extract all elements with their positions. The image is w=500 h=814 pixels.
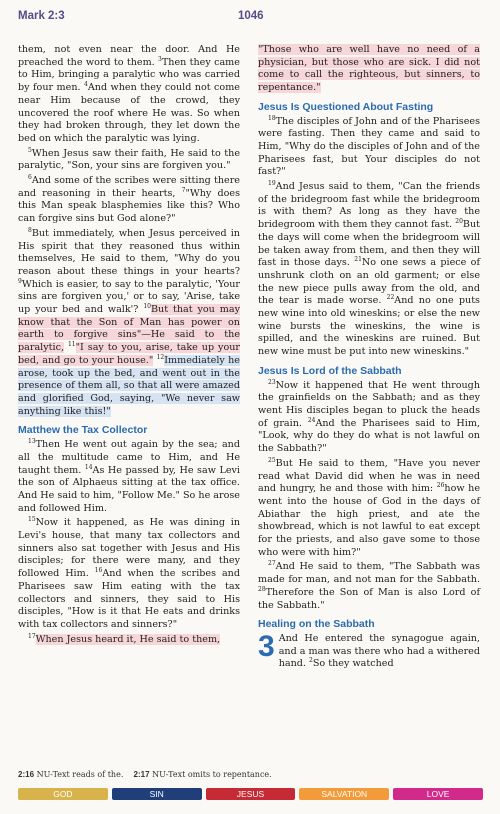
chapter-number: 3 — [258, 629, 275, 663]
paragraph — [258, 561, 480, 612]
verse-text: Now it happened that He went through the grainfields on the Sabbath; and as they went His disciples began to pluck the heads of grain. — [258, 379, 480, 429]
verse-text: But He said to them, "Have you never read what David did when he was in need and hungry, he and those with him: — [258, 457, 480, 495]
verse-number: 6 — [28, 173, 32, 181]
verse-number: 24 — [307, 416, 316, 424]
legend-love: LOVE — [393, 788, 483, 800]
verse-number: 8 — [28, 226, 32, 234]
verse-text: Which is easier, to say to the paralytic, 'Your sins are forgiven you,' or to say, 'Arise, take up your bed and walk'? — [18, 278, 240, 316]
paragraph — [258, 116, 480, 180]
verse-text: The disciples of John and of the Pharisees were fasting. Then they came and said to Him, "Why do the disciples of John and of the Pharisees fast, but Your disciples do not fast?" — [258, 115, 480, 178]
footnote-ref: 2:17 — [133, 770, 150, 779]
right-column — [258, 44, 480, 673]
paragraph — [258, 458, 480, 560]
verse-number: 16 — [94, 566, 103, 574]
highlighted-verse-sin: Immediately he arose, took up the bed, and went out in the presence of them all, so that all were amazed and glorified God, saying, "We never saw anything like this!" — [18, 354, 240, 417]
footnote-ref: 2:16 — [18, 770, 35, 779]
paragraph — [18, 228, 240, 419]
verse-text: Now it happened, as He was dining in Levi's house, that many tax collectors and sinners also sat together with Jesus and His disciples; for there were many, and they followed Him. — [18, 517, 240, 580]
left-column — [18, 44, 240, 648]
verse-text: And some of the scribes were sitting there and reasoning in their hearts, — [18, 175, 240, 199]
paragraph — [258, 629, 480, 671]
paragraph — [18, 439, 240, 515]
paragraph — [18, 634, 240, 647]
verse-text: Therefore the Son of Man is also Lord of the Sabbath." — [258, 586, 480, 611]
verse-number: 3 — [158, 55, 162, 63]
highlighted-verse-jesus: But that you may know that the Son of Man has power on earth to forgive sins"—He said to the paralytic, — [18, 304, 240, 354]
highlighted-verse-jesus: "I say to you, arise, take up your bed, and go to your house." — [18, 342, 240, 366]
verse-number: 15 — [28, 516, 36, 524]
verse-number: 27 — [268, 560, 276, 568]
paragraph — [258, 380, 480, 456]
verse-number: 7 — [181, 186, 186, 194]
legend-sin: SIN — [112, 788, 202, 800]
legend-god: GOD — [18, 788, 108, 800]
verse-number: 14 — [84, 463, 93, 471]
verse-text: how he went into the house of God in the days of Abiathar the high priest, and ate the showbread, which is not lawful to eat except for the priests, and also gave some to those who were with him?" — [258, 483, 480, 558]
verse-number: 12 — [156, 353, 165, 361]
legend-salvation: SALVATION — [299, 788, 389, 800]
verse-number: 21 — [354, 256, 362, 264]
verse-number: 25 — [268, 456, 276, 464]
verse-number: 20 — [455, 217, 463, 225]
paragraph — [18, 148, 240, 173]
footnote-text: NU-Text omits to repentance. — [152, 770, 272, 779]
verse-text: As He passed by, He saw Levi the son of Alphaeus sitting at the tax office. And He said to him, "Follow Me." So he arose and followed Him. — [18, 464, 240, 514]
page-header — [18, 10, 482, 30]
verse-text: And Jesus said to them, "Can the friends of the bridegroom fast while the bridegroom is with them? As long as they have the bridegroom with them they cannot fast. — [258, 181, 480, 231]
paragraph — [18, 44, 240, 146]
verse-number: 17 — [28, 632, 36, 640]
legend-jesus: JESUS — [206, 788, 296, 800]
verse-text: And He entered the synagogue again, and a man was there who had a withered hand. — [278, 632, 480, 670]
verse-number: 9 — [18, 277, 22, 285]
verse-number: 28 — [258, 585, 266, 593]
verse-text: And no one puts new wine into old wineskins; or else the new wine bursts the wineskins, the wine is spilled, and the wineskins are ruined. But new wine must be put into new wineskins." — [258, 295, 480, 358]
paragraph — [258, 181, 480, 359]
verse-number: 22 — [386, 294, 395, 302]
verse-number: 5 — [28, 146, 32, 154]
verse-text: Then He went out again by the sea; and all the multitude came to Him, and He taught them. — [18, 439, 240, 476]
paragraph — [258, 44, 480, 95]
highlighted-verse-jesus: "Those who are well have no need of a physician, but those who are sick. I did not come to call the righteous, but sinners, to repentance." — [258, 44, 480, 94]
verse-number: 18 — [268, 114, 276, 122]
verse-text: And He said to them, "The Sabbath was made for man, and not man for the Sabbath. — [258, 561, 480, 586]
verse-number: 4 — [84, 80, 88, 88]
verse-number: 11 — [67, 340, 76, 348]
highlighted-verse-jesus: When Jesus heard it, He said to them, — [35, 633, 221, 645]
verse-text: But the days will come when the bridegroom will be taken away from them, and then they will fast in those days. — [258, 219, 480, 269]
verse-text: "Why does this Man speak blasphemies like this? Who can forgive sins but God alone?" — [18, 187, 240, 225]
verse-text: But immediately, when Jesus perceived in His spirit that they reasoned thus within themselves, He said to them, "Why do you reason about these things in your hearts? — [18, 227, 240, 277]
verse-number: 13 — [28, 437, 36, 445]
section-heading: Matthew the Tax Collector — [18, 424, 148, 437]
footnote-text: NU-Text reads of the. — [36, 770, 124, 779]
verse-number: 26 — [436, 482, 445, 490]
footnotes — [18, 770, 272, 779]
paragraph — [18, 517, 240, 631]
paragraph — [18, 175, 240, 226]
page-number: 1046 — [238, 10, 264, 22]
verse-number: 2 — [309, 657, 313, 665]
verse-text: And when they could not come near Him because of the crowd, they uncovered the roof where He was. So when they had broken through, they let down the bed on which the paralytic was lying. — [18, 82, 240, 144]
verse-text: Then they came to Him, bringing a paralytic who was carried by four men. — [18, 56, 240, 94]
verse-number: 19 — [268, 179, 276, 187]
verse-text: No one sews a piece of unshrunk cloth on an old garment; or else the new piece pulls away from the old, and the tear is made worse. — [258, 257, 480, 307]
verse-text: So they watched — [312, 658, 394, 670]
verse-text: When Jesus saw their faith, He said to the paralytic, "Son, your sins are forgiven you." — [18, 147, 240, 172]
section-heading: Healing on the Sabbath — [258, 618, 375, 631]
verse-number: 10 — [143, 302, 151, 310]
color-legend — [18, 788, 483, 800]
verse-text: And the Pharisees said to Him, "Look, why do they do what is not lawful on the Sabbath?" — [258, 417, 480, 455]
verse-number: 23 — [268, 378, 276, 386]
section-heading: Jesus Is Questioned About Fasting — [258, 100, 434, 113]
verse-text: them, not even near the door. And He preached the word to them. — [18, 44, 240, 68]
verse-text: And when the scribes and Pharisees saw Him eating with the tax collectors and sinners, they said to His disciples, "How is it that He eats and drinks with tax collectors and sinners?" — [18, 568, 240, 630]
chapter-reference: Mark 2:3 — [18, 10, 65, 22]
section-heading: Jesus Is Lord of the Sabbath — [258, 364, 402, 377]
